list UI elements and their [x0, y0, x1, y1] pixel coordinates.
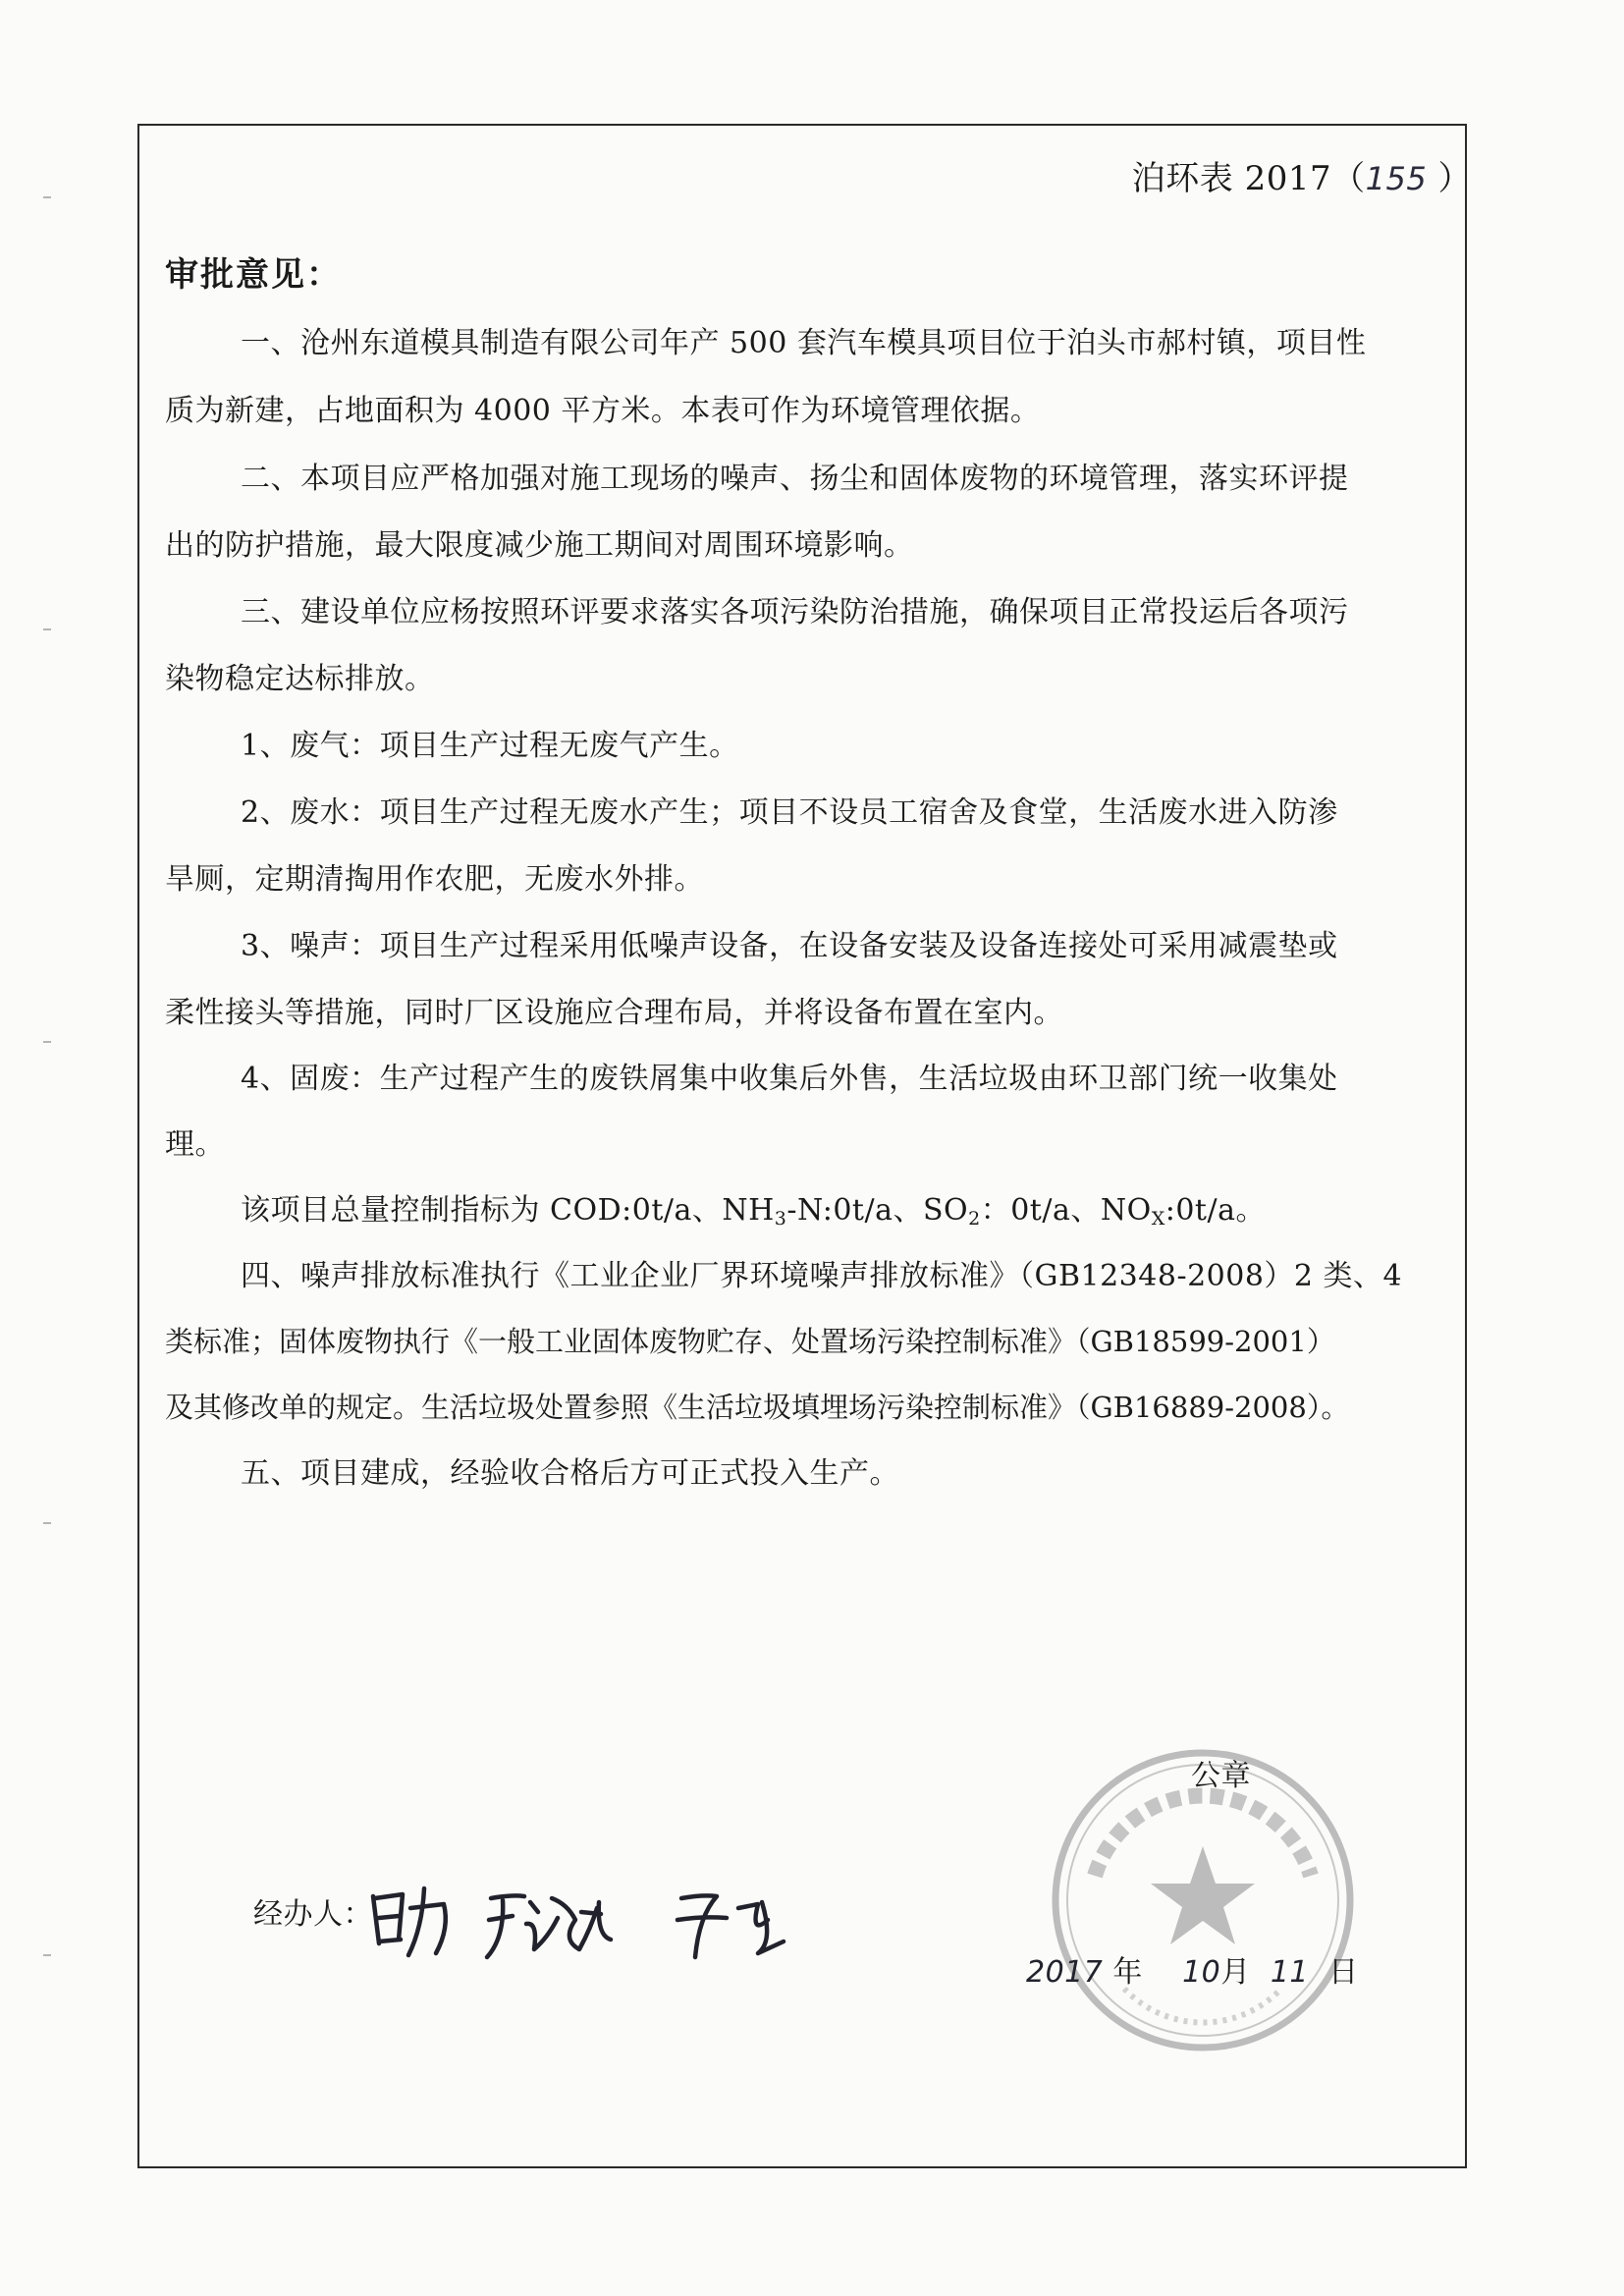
- scan-artifact: [43, 1954, 51, 1956]
- opinion-line: 旱厕，定期清掏用作农肥，无废水外排。: [165, 862, 704, 897]
- scan-artifact: [43, 629, 51, 630]
- document-number: [1131, 159, 1472, 198]
- opinion-line: 柔性接头等措施，同时厂区设施应合理布局，并将设备布置在室内。: [165, 996, 1063, 1030]
- scan-artifact: [43, 196, 51, 198]
- document-number-prefix: 泊环表 2017（: [1131, 159, 1366, 198]
- opinion-line: 染物稳定达标排放。: [165, 662, 435, 696]
- totals-part: 该项目总量控制指标为 COD:0t/a、NH: [241, 1193, 775, 1228]
- approval-heading: 审批意见：: [165, 255, 342, 295]
- totals-part: -N:0t/a、SO: [786, 1193, 969, 1228]
- approval-date: [1026, 1955, 1359, 1990]
- totals-part: :0t/a。: [1164, 1193, 1266, 1228]
- opinion-line: 二、本项目应严格加强对施工现场的噪声、扬尘和固体废物的环境管理，落实环评提: [241, 462, 1349, 496]
- opinion-line: 理。: [165, 1127, 225, 1162]
- opinion-line: 及其修改单的规定。生活垃圾处置参照《生活垃圾填埋场污染控制标准》（GB16889-2008）。: [165, 1391, 1350, 1424]
- opinion-line: 三、建设单位应杨按照环评要求落实各项污染防治措施，确保项目正常投运后各项污: [241, 595, 1349, 629]
- date-year-handwritten: 2017: [1026, 1955, 1104, 1990]
- totals-subscript: 3: [774, 1208, 787, 1230]
- opinion-line: 一、沧州东道模具制造有限公司年产 500 套汽车模具项目位于泊头市郝村镇，项目性: [241, 326, 1367, 360]
- totals-part: ：0t/a、NO: [980, 1193, 1152, 1228]
- date-month-unit: 月: [1220, 1955, 1251, 1990]
- opinion-line: 3、噪声：项目生产过程采用低噪声设备，在设备安装及设备连接处可采用减震垫或: [241, 929, 1338, 963]
- opinion-line: 类标准；固体废物执行《一般工业固体废物贮存、处置场污染控制标准》（GB18599-2001）: [165, 1325, 1335, 1358]
- date-day-unit: 日: [1328, 1955, 1359, 1990]
- date-day-handwritten: 11: [1270, 1955, 1310, 1990]
- opinion-line: 2、废水：项目生产过程无废水产生；项目不设员工宿舍及食堂，生活废水进入防渗: [241, 795, 1338, 830]
- handwritten-signatures-icon: [365, 1859, 876, 1967]
- document-number-suffix: ）: [1427, 159, 1472, 198]
- opinion-line: 1、废气：项目生产过程无废气产生。: [241, 729, 739, 763]
- opinion-line: 四、噪声排放标准执行《工业企业厂界环境噪声排放标准》（GB12348-2008）2 类、4: [241, 1259, 1403, 1293]
- opinion-line: 五、项目建成，经验收合格后方可正式投入生产。: [241, 1456, 899, 1491]
- document-number-handwritten: 155: [1365, 160, 1428, 197]
- seal-label: 公章: [1191, 1759, 1251, 1793]
- handler-label: 经办人：: [253, 1897, 373, 1932]
- opinion-line: 出的防护措施，最大限度减少施工期间对周围环境影响。: [165, 528, 914, 563]
- scan-artifact: [43, 1041, 51, 1043]
- scan-artifact: [43, 1522, 51, 1524]
- totals-subscript: 2: [968, 1208, 981, 1230]
- opinion-line: 4、固废：生产过程产生的废铁屑集中收集后外售，生活垃圾由环卫部门统一收集处: [241, 1062, 1338, 1096]
- total-control-line: [241, 1193, 1266, 1230]
- opinion-line: 质为新建，占地面积为 4000 平方米。本表可作为环境管理依据。: [165, 394, 1041, 428]
- date-year-unit: 年: [1112, 1955, 1143, 1990]
- date-month-handwritten: 10: [1182, 1955, 1221, 1990]
- totals-subscript: X: [1151, 1208, 1165, 1230]
